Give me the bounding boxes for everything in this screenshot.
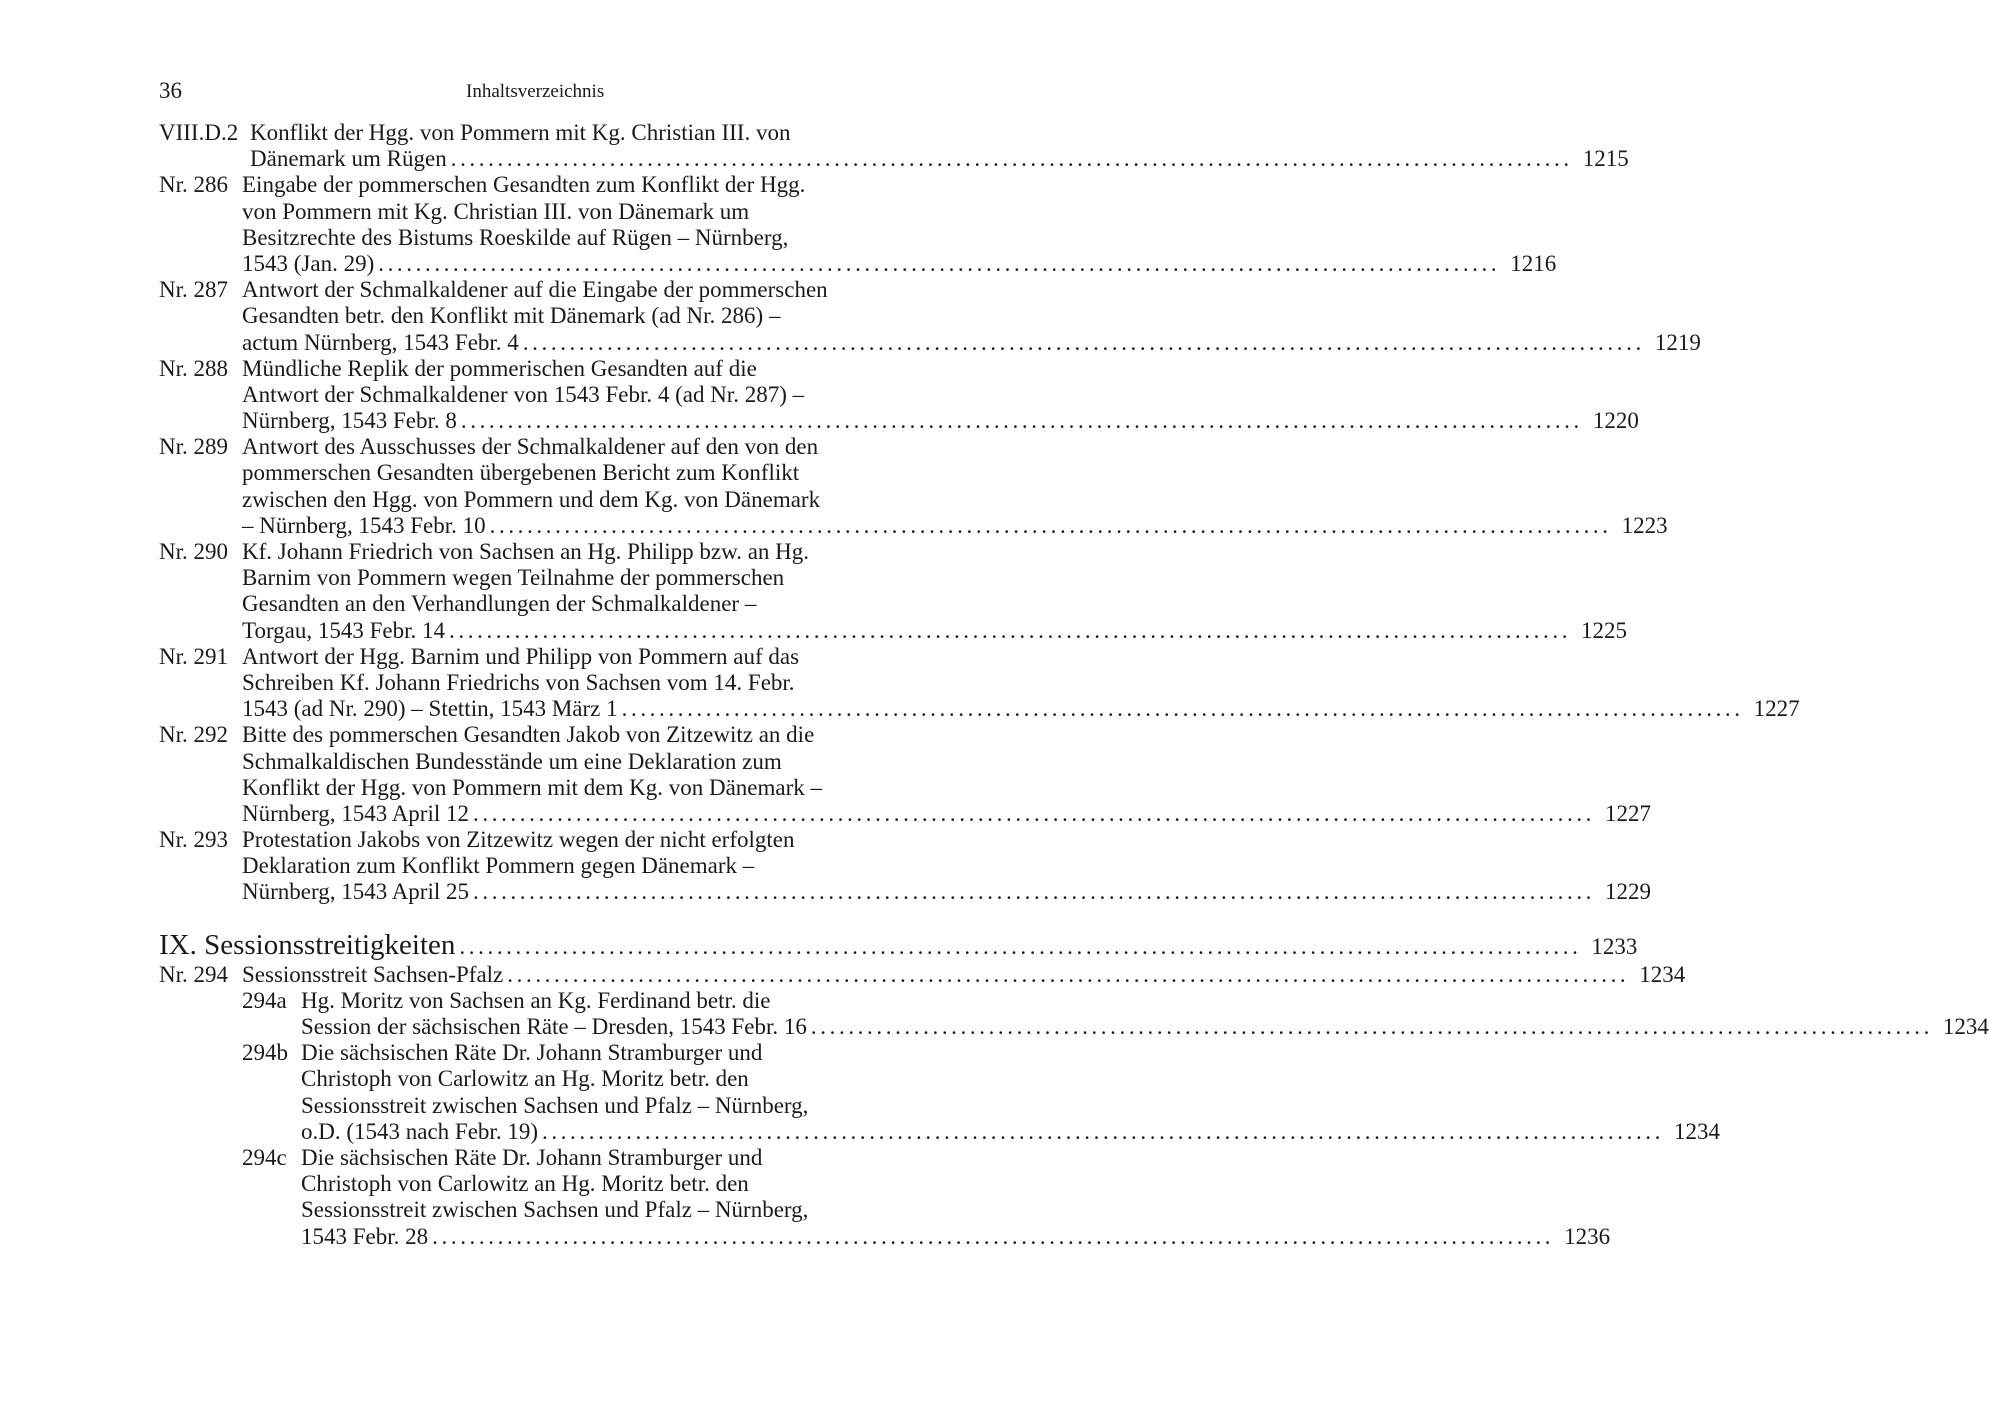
entry-title-line: Deklaration zum Konflikt Pommern gegen Dänemark –: [242, 853, 755, 879]
dot-leader: ........................................................................................................................: [507, 961, 1630, 987]
entry-label: 294c: [242, 1144, 287, 1170]
entry-title-line: 1543 (ad Nr. 290) – Stettin, 1543 März 1: [242, 696, 618, 722]
entry-page-number: 1227: [1605, 800, 1652, 826]
toc-entry-nr-294c[interactable]: [159, 1144, 1611, 1250]
entry-title-line: Antwort der Schmalkaldener auf die Eingabe der pommerschen: [242, 277, 828, 303]
entry-title-line: Dänemark um Rügen: [250, 146, 447, 172]
entry-title-line: Sessionsstreit Sachsen-Pfalz: [242, 961, 504, 987]
dot-leader: ........................................................................................................................: [542, 1118, 1664, 1144]
entry-title-line: Nürnberg, 1543 April 12: [242, 800, 470, 826]
entry-label: Nr. 292: [159, 722, 228, 748]
toc-entry-nr-288[interactable]: [159, 355, 1639, 435]
dot-leader: ........................................................................................................................: [378, 250, 1501, 276]
entry-label: Nr. 291: [159, 643, 228, 669]
entry-title-line: Hg. Moritz von Sachsen an Kg. Ferdinand betr. die: [301, 987, 771, 1013]
toc-section-ix[interactable]: [159, 928, 1638, 962]
entry-page-number: 1223: [1621, 512, 1668, 538]
entry-title-line: Sessionsstreit zwischen Sachsen und Pfalz – Nürnberg,: [301, 1092, 809, 1118]
toc-entry-nr-294[interactable]: [159, 961, 1686, 988]
entry-label: Nr. 294: [159, 961, 228, 987]
entry-title-line: Antwort der Schmalkaldener von 1543 Febr. 4 (ad Nr. 287) –: [242, 381, 805, 407]
toc-entry-nr-294a[interactable]: [159, 987, 1989, 1040]
toc-entry-nr-290[interactable]: [159, 539, 1628, 644]
entry-title-line: Bitte des pommerschen Gesandten Jakob von Zitzewitz an die: [242, 722, 815, 748]
entry-title-line: Torgau, 1543 Febr. 14: [242, 617, 446, 643]
toc-entry-nr-294b[interactable]: [159, 1040, 1720, 1145]
entry-title-line: Christoph von Carlowitz an Hg. Moritz betr. den: [301, 1066, 749, 1092]
dot-leader: ........................................................................................................................: [449, 617, 1572, 643]
entry-page-number: 1234: [1639, 961, 1686, 987]
dot-leader: ........................................................................................................................: [460, 408, 1583, 434]
entry-title-line: Session der sächsischen Räte – Dresden, 1543 Febr. 16: [301, 1014, 807, 1039]
entry-title-line: Gesandten an den Verhandlungen der Schmalkaldener –: [242, 591, 757, 617]
entry-title-line: – Nürnberg, 1543 Febr. 10: [242, 512, 486, 538]
entry-title-line: 1543 (Jan. 29): [242, 250, 375, 276]
entry-title-line: Kf. Johann Friedrich von Sachsen an Hg. Philipp bzw. an Hg.: [242, 539, 810, 564]
entry-page-number: 1227: [1753, 696, 1800, 722]
dot-leader: ........................................................................................................................: [473, 879, 1596, 905]
dot-leader: ........................................................................................................................: [459, 933, 1582, 959]
entry-title-line: zwischen den Hgg. von Pommern und dem Kg. von Dänemark: [242, 486, 821, 512]
entry-title-line: Barnim von Pommern wegen Teilnahme der pommerschen: [242, 565, 785, 591]
entry-page-number: 1216: [1510, 250, 1557, 276]
entry-title-line: Protestation Jakobs von Zitzewitz wegen der nicht erfolgten: [242, 827, 795, 853]
entry-label: Nr. 287: [159, 277, 228, 303]
entry-page-number: 1233: [1591, 933, 1638, 959]
dot-leader: ........................................................................................................................: [810, 1014, 1933, 1039]
entry-title-line: von Pommern mit Kg. Christian III. von Dänemark um: [242, 198, 750, 224]
toc-entry-nr-289[interactable]: [159, 434, 1668, 539]
entry-title-line: Mündliche Replik der pommerischen Gesandten auf die: [242, 355, 757, 381]
entry-page-number: 1236: [1564, 1223, 1611, 1249]
entry-label: Nr. 286: [159, 172, 228, 198]
entry-title-line: Antwort des Ausschusses der Schmalkaldener auf den von den: [242, 434, 819, 460]
toc-entry-nr-291[interactable]: [159, 643, 1800, 723]
entry-label: 294a: [242, 987, 287, 1013]
entry-page-number: 1225: [1581, 617, 1628, 643]
entry-title-line: Eingabe der pommerschen Gesandten zum Konflikt der Hgg.: [242, 172, 806, 198]
entry-title-line: Die sächsischen Räte Dr. Johann Stramburger und: [301, 1144, 763, 1170]
dot-leader: ........................................................................................................................: [473, 800, 1596, 826]
entry-title-line: actum Nürnberg, 1543 Febr. 4: [242, 329, 519, 355]
toc-entry-viii-d2[interactable]: [159, 120, 1629, 172]
entry-label: VIII.D.2: [159, 120, 239, 145]
entry-title-line: Schreiben Kf. Johann Friedrichs von Sachsen vom 14. Febr.: [242, 669, 795, 695]
entry-page-number: 1234: [1942, 1014, 1989, 1039]
entry-label: Nr. 289: [159, 434, 228, 460]
entry-title-line: Schmalkaldischen Bundesstände um eine Deklaration zum: [242, 748, 782, 774]
entry-page-number: 1234: [1674, 1118, 1720, 1144]
dot-leader: ........................................................................................................................: [432, 1223, 1555, 1249]
entry-label: Nr. 288: [159, 355, 228, 381]
entry-title-line: 1543 Febr. 28: [301, 1223, 429, 1249]
entry-title-line: Antwort der Hgg. Barnim und Philipp von Pommern auf das: [242, 643, 800, 669]
table-of-contents: [159, 120, 1989, 1250]
toc-entry-nr-292[interactable]: [159, 722, 1652, 827]
entry-label: 294b: [242, 1040, 288, 1066]
running-title: Inhaltsverzeichnis: [466, 81, 605, 102]
entry-title-line: pommerschen Gesandten übergebenen Bericht zum Konflikt: [242, 460, 800, 486]
entry-label: Nr. 293: [159, 827, 228, 853]
section-heading: IX. Sessionsstreitigkeiten: [159, 928, 456, 961]
dot-leader: ........................................................................................................................: [489, 512, 1612, 538]
entry-title-line: Nürnberg, 1543 Febr. 8: [242, 408, 457, 434]
entry-title-line: Nürnberg, 1543 April 25: [242, 879, 470, 905]
entry-title-line: Besitzrechte des Bistums Roeskilde auf Rügen – Nürnberg,: [242, 224, 789, 250]
dot-leader: ........................................................................................................................: [522, 329, 1645, 355]
entry-label: Nr. 290: [159, 539, 228, 564]
dot-leader: ........................................................................................................................: [450, 146, 1573, 172]
entry-page-number: 1229: [1605, 879, 1652, 905]
toc-entry-nr-293[interactable]: [159, 827, 1652, 906]
toc-entry-nr-286[interactable]: [159, 172, 1557, 277]
entry-title-line: Die sächsischen Räte Dr. Johann Stramburger und: [301, 1040, 763, 1066]
entry-title-line: Sessionsstreit zwischen Sachsen und Pfalz – Nürnberg,: [301, 1197, 809, 1223]
entry-title-line: o.D. (1543 nach Febr. 19): [301, 1118, 538, 1144]
entry-page-number: 1219: [1654, 329, 1701, 355]
entry-title-line: Gesandten betr. den Konflikt mit Dänemark (ad Nr. 286) –: [242, 303, 781, 329]
toc-entry-nr-287[interactable]: [159, 277, 1701, 356]
entry-page-number: 1220: [1592, 408, 1639, 434]
entry-page-number: 1215: [1582, 146, 1629, 172]
entry-title-line: Konflikt der Hgg. von Pommern mit dem Kg. von Dänemark –: [242, 774, 823, 800]
entry-title-line: Konflikt der Hgg. von Pommern mit Kg. Christian III. von: [250, 120, 791, 145]
entry-title-line: Christoph von Carlowitz an Hg. Moritz betr. den: [301, 1171, 749, 1197]
page-number: 36: [159, 78, 182, 103]
dot-leader: ........................................................................................................................: [621, 696, 1744, 722]
